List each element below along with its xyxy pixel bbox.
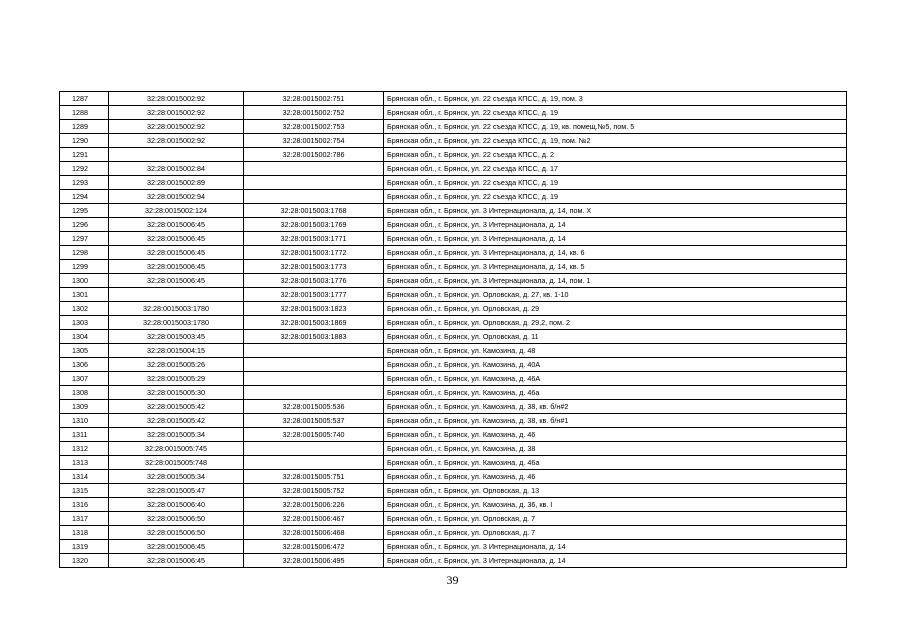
row-number-cell: 1287 bbox=[60, 92, 109, 106]
row-number-cell: 1308 bbox=[60, 386, 109, 400]
land-plot-number-cell: 32:28:0015006:50 bbox=[109, 526, 244, 540]
object-number-cell bbox=[244, 162, 384, 176]
land-plot-number-cell: 32:28:0015005:42 bbox=[109, 414, 244, 428]
table-row bbox=[60, 470, 847, 484]
object-number-cell bbox=[244, 190, 384, 204]
land-plot-number-cell: 32:28:0015002:92 bbox=[109, 134, 244, 148]
address-cell: Брянская обл., г. Брянск, ул. 3 Интернационала, д. 14 bbox=[384, 218, 847, 232]
row-number-cell: 1307 bbox=[60, 372, 109, 386]
row-number-cell: 1315 bbox=[60, 484, 109, 498]
row-number-cell: 1289 bbox=[60, 120, 109, 134]
object-number-cell: 32:28:0015005:752 bbox=[244, 484, 384, 498]
land-plot-number-cell: 32:28:0015006:45 bbox=[109, 540, 244, 554]
address-cell: Брянская обл., г. Брянск, ул. Орловская, д. 13 bbox=[384, 484, 847, 498]
table-row bbox=[60, 330, 847, 344]
table-row bbox=[60, 92, 847, 106]
address-cell: Брянская обл., г. Брянск, ул. Камозина, д. 40А bbox=[384, 358, 847, 372]
table-row bbox=[60, 302, 847, 316]
land-plot-number-cell: 32:28:0015002:92 bbox=[109, 92, 244, 106]
land-plot-number-cell: 32:28:0015006:45 bbox=[109, 218, 244, 232]
table-row bbox=[60, 526, 847, 540]
object-number-cell bbox=[244, 358, 384, 372]
object-number-cell: 32:28:0015002:754 bbox=[244, 134, 384, 148]
row-number-cell: 1302 bbox=[60, 302, 109, 316]
land-plot-number-cell: 32:28:0015006:40 bbox=[109, 498, 244, 512]
row-number-cell: 1295 bbox=[60, 204, 109, 218]
row-number-cell: 1293 bbox=[60, 176, 109, 190]
row-number-cell: 1306 bbox=[60, 358, 109, 372]
table-row bbox=[60, 232, 847, 246]
object-number-cell: 32:28:0015005:740 bbox=[244, 428, 384, 442]
address-cell: Брянская обл., г. Брянск, ул. Орловская, д. 7 bbox=[384, 526, 847, 540]
table-row bbox=[60, 540, 847, 554]
address-cell: Брянская обл., г. Брянск, ул. Орловская, д. 27, кв. 1-10 bbox=[384, 288, 847, 302]
land-plot-number-cell: 32:28:0015005:745 bbox=[109, 442, 244, 456]
row-number-cell: 1299 bbox=[60, 260, 109, 274]
object-number-cell bbox=[244, 344, 384, 358]
table-row bbox=[60, 512, 847, 526]
object-number-cell: 32:28:0015003:1883 bbox=[244, 330, 384, 344]
page-number: 39 bbox=[446, 573, 459, 587]
land-plot-number-cell: 32:28:0015005:30 bbox=[109, 386, 244, 400]
table-row bbox=[60, 372, 847, 386]
address-cell: Брянская обл., г. Брянск, ул. Орловская, д. 29,2, пом. 2 bbox=[384, 316, 847, 330]
land-plot-number-cell: 32:28:0015005:29 bbox=[109, 372, 244, 386]
address-cell: Брянская обл., г. Брянск, ул. 22 съезда КПСС, д. 19, пом. 3 bbox=[384, 92, 847, 106]
address-cell: Брянская обл., г. Брянск, ул. 3 Интернационала, д. 14 bbox=[384, 540, 847, 554]
table-row bbox=[60, 442, 847, 456]
row-number-cell: 1297 bbox=[60, 232, 109, 246]
land-plot-number-cell: 32:28:0015005:47 bbox=[109, 484, 244, 498]
land-plot-number-cell: 32:28:0015006:45 bbox=[109, 232, 244, 246]
object-number-cell: 32:28:0015006:472 bbox=[244, 540, 384, 554]
address-cell: Брянская обл., г. Брянск, ул. Камозина, д. 46 bbox=[384, 428, 847, 442]
land-plot-number-cell: 32:28:0015002:124 bbox=[109, 204, 244, 218]
object-number-cell: 32:28:0015006:468 bbox=[244, 526, 384, 540]
land-plot-number-cell: 32:28:0015005:748 bbox=[109, 456, 244, 470]
table-row bbox=[60, 344, 847, 358]
row-number-cell: 1304 bbox=[60, 330, 109, 344]
object-number-cell bbox=[244, 442, 384, 456]
table-row bbox=[60, 400, 847, 414]
table-row bbox=[60, 134, 847, 148]
land-plot-number-cell: 32:28:0015002:94 bbox=[109, 190, 244, 204]
table-row bbox=[60, 554, 847, 568]
row-number-cell: 1312 bbox=[60, 442, 109, 456]
row-number-cell: 1310 bbox=[60, 414, 109, 428]
address-cell: Брянская обл., г. Брянск, ул. 3 Интернационала, д. 14, кв. 5 bbox=[384, 260, 847, 274]
land-plot-number-cell: 32:28:0015006:45 bbox=[109, 274, 244, 288]
row-number-cell: 1319 bbox=[60, 540, 109, 554]
object-number-cell bbox=[244, 386, 384, 400]
row-number-cell: 1317 bbox=[60, 512, 109, 526]
address-cell: Брянская обл., г. Брянск, ул. 22 съезда КПСС, д. 19, пом. №2 bbox=[384, 134, 847, 148]
address-cell: Брянская обл., г. Брянск, ул. 3 Интернационала, д. 14 bbox=[384, 554, 847, 568]
table-row bbox=[60, 176, 847, 190]
land-plot-number-cell: 32:28:0015005:42 bbox=[109, 400, 244, 414]
row-number-cell: 1314 bbox=[60, 470, 109, 484]
land-plot-number-cell: 32:28:0015006:50 bbox=[109, 512, 244, 526]
row-number-cell: 1305 bbox=[60, 344, 109, 358]
row-number-cell: 1294 bbox=[60, 190, 109, 204]
object-number-cell: 32:28:0015003:1768 bbox=[244, 204, 384, 218]
object-number-cell: 32:28:0015003:1869 bbox=[244, 316, 384, 330]
land-plot-number-cell: 32:28:0015006:45 bbox=[109, 246, 244, 260]
land-plot-number-cell: 32:28:0015006:45 bbox=[109, 554, 244, 568]
object-number-cell: 32:28:0015003:1771 bbox=[244, 232, 384, 246]
object-number-cell: 32:28:0015002:752 bbox=[244, 106, 384, 120]
table-row bbox=[60, 148, 847, 162]
object-number-cell: 32:28:0015002:786 bbox=[244, 148, 384, 162]
address-cell: Брянская обл., г. Брянск, ул. 3 Интернационала, д. 14 bbox=[384, 232, 847, 246]
land-plot-number-cell: 32:28:0015004:15 bbox=[109, 344, 244, 358]
object-number-cell bbox=[244, 372, 384, 386]
address-cell: Брянская обл., г. Брянск, ул. 22 съезда КПСС, д. 2 bbox=[384, 148, 847, 162]
object-number-cell: 32:28:0015002:751 bbox=[244, 92, 384, 106]
table-row bbox=[60, 190, 847, 204]
table-row bbox=[60, 316, 847, 330]
object-number-cell bbox=[244, 176, 384, 190]
object-number-cell bbox=[244, 456, 384, 470]
table-row bbox=[60, 288, 847, 302]
address-cell: Брянская обл., г. Брянск, ул. Камозина, д. 46 bbox=[384, 470, 847, 484]
table-row bbox=[60, 246, 847, 260]
table-row bbox=[60, 162, 847, 176]
land-plot-number-cell: 32:28:0015005:26 bbox=[109, 358, 244, 372]
land-plot-number-cell: 32:28:0015005:34 bbox=[109, 470, 244, 484]
object-number-cell: 32:28:0015003:1772 bbox=[244, 246, 384, 260]
address-cell: Брянская обл., г. Брянск, ул. Камозина, д. 46А bbox=[384, 372, 847, 386]
object-number-cell: 32:28:0015003:1777 bbox=[244, 288, 384, 302]
address-cell: Брянская обл., г. Брянск, ул. 22 съезда КПСС, д. 19, кв. помещ.№5, пом. 5 bbox=[384, 120, 847, 134]
row-number-cell: 1288 bbox=[60, 106, 109, 120]
row-number-cell: 1318 bbox=[60, 526, 109, 540]
object-number-cell: 32:28:0015003:1776 bbox=[244, 274, 384, 288]
land-plot-number-cell: 32:28:0015002:92 bbox=[109, 106, 244, 120]
address-cell: Брянская обл., г. Брянск, ул. Камозина, д. 36, кв. I bbox=[384, 498, 847, 512]
table-row bbox=[60, 120, 847, 134]
land-plot-number-cell: 32:28:0015003:1780 bbox=[109, 302, 244, 316]
row-number-cell: 1298 bbox=[60, 246, 109, 260]
row-number-cell: 1296 bbox=[60, 218, 109, 232]
address-cell: Брянская обл., г. Брянск, ул. Камозина, д. 46а bbox=[384, 386, 847, 400]
row-number-cell: 1301 bbox=[60, 288, 109, 302]
address-cell: Брянская обл., г. Брянск, ул. Камозина, д. 46а bbox=[384, 456, 847, 470]
address-cell: Брянская обл., г. Брянск, ул. 22 съезда КПСС, д. 19 bbox=[384, 190, 847, 204]
object-number-cell: 32:28:0015003:1823 bbox=[244, 302, 384, 316]
address-cell: Брянская обл., г. Брянск, ул. Камозина, д. 38, кв. б/н#2 bbox=[384, 400, 847, 414]
address-cell: Брянская обл., г. Брянск, ул. Орловская, д. 7 bbox=[384, 512, 847, 526]
object-number-cell: 32:28:0015006:226 bbox=[244, 498, 384, 512]
table-row bbox=[60, 106, 847, 120]
cadastral-table bbox=[59, 91, 847, 568]
table-row bbox=[60, 218, 847, 232]
object-number-cell: 32:28:0015002:753 bbox=[244, 120, 384, 134]
table-row bbox=[60, 358, 847, 372]
table-row bbox=[60, 204, 847, 218]
land-plot-number-cell: 32:28:0015003:45 bbox=[109, 330, 244, 344]
row-number-cell: 1311 bbox=[60, 428, 109, 442]
table-row bbox=[60, 498, 847, 512]
land-plot-number-cell: 32:28:0015003:1780 bbox=[109, 316, 244, 330]
row-number-cell: 1316 bbox=[60, 498, 109, 512]
address-cell: Брянская обл., г. Брянск, ул. 22 съезда КПСС, д. 19 bbox=[384, 176, 847, 190]
row-number-cell: 1320 bbox=[60, 554, 109, 568]
row-number-cell: 1300 bbox=[60, 274, 109, 288]
address-cell: Брянская обл., г. Брянск, ул. 3 Интернационала, д. 14, пом. X bbox=[384, 204, 847, 218]
address-cell: Брянская обл., г. Брянск, ул. Орловская, д. 29 bbox=[384, 302, 847, 316]
land-plot-number-cell: 32:28:0015006:45 bbox=[109, 260, 244, 274]
address-cell: Брянская обл., г. Брянск, ул. 22 съезда КПСС, д. 19 bbox=[384, 106, 847, 120]
object-number-cell: 32:28:0015003:1773 bbox=[244, 260, 384, 274]
row-number-cell: 1292 bbox=[60, 162, 109, 176]
table-row bbox=[60, 386, 847, 400]
address-cell: Брянская обл., г. Брянск, ул. 22 съезда КПСС, д. 17 bbox=[384, 162, 847, 176]
land-plot-number-cell: 32:28:0015005:34 bbox=[109, 428, 244, 442]
object-number-cell: 32:28:0015003:1769 bbox=[244, 218, 384, 232]
land-plot-number-cell: 32:28:0015002:92 bbox=[109, 120, 244, 134]
address-cell: Брянская обл., г. Брянск, ул. 3 Интернационала, д. 14, пом. 1 bbox=[384, 274, 847, 288]
address-cell: Брянская обл., г. Брянск, ул. Орловская, д. 11 bbox=[384, 330, 847, 344]
row-number-cell: 1303 bbox=[60, 316, 109, 330]
table-body bbox=[60, 92, 847, 568]
address-cell: Брянская обл., г. Брянск, ул. 3 Интернационала, д. 14, кв. 6 bbox=[384, 246, 847, 260]
row-number-cell: 1290 bbox=[60, 134, 109, 148]
object-number-cell: 32:28:0015006:495 bbox=[244, 554, 384, 568]
land-plot-number-cell: 32:28:0015002:89 bbox=[109, 176, 244, 190]
table-row bbox=[60, 274, 847, 288]
land-plot-number-cell: 32:28:0015002:84 bbox=[109, 162, 244, 176]
object-number-cell: 32:28:0015005:751 bbox=[244, 470, 384, 484]
row-number-cell: 1309 bbox=[60, 400, 109, 414]
row-number-cell: 1291 bbox=[60, 148, 109, 162]
row-number-cell: 1313 bbox=[60, 456, 109, 470]
object-number-cell: 32:28:0015005:536 bbox=[244, 400, 384, 414]
table-row bbox=[60, 456, 847, 470]
address-cell: Брянская обл., г. Брянск, ул. Камозина, д. 48 bbox=[384, 344, 847, 358]
table-row bbox=[60, 484, 847, 498]
object-number-cell: 32:28:0015006:467 bbox=[244, 512, 384, 526]
land-plot-number-cell bbox=[109, 288, 244, 302]
object-number-cell: 32:28:0015005:537 bbox=[244, 414, 384, 428]
table-row bbox=[60, 260, 847, 274]
table-row bbox=[60, 414, 847, 428]
address-cell: Брянская обл., г. Брянск, ул. Камозина, д. 38, кв. б/н#1 bbox=[384, 414, 847, 428]
address-cell: Брянская обл., г. Брянск, ул. Камозина, д. 38 bbox=[384, 442, 847, 456]
table-row bbox=[60, 428, 847, 442]
land-plot-number-cell bbox=[109, 148, 244, 162]
